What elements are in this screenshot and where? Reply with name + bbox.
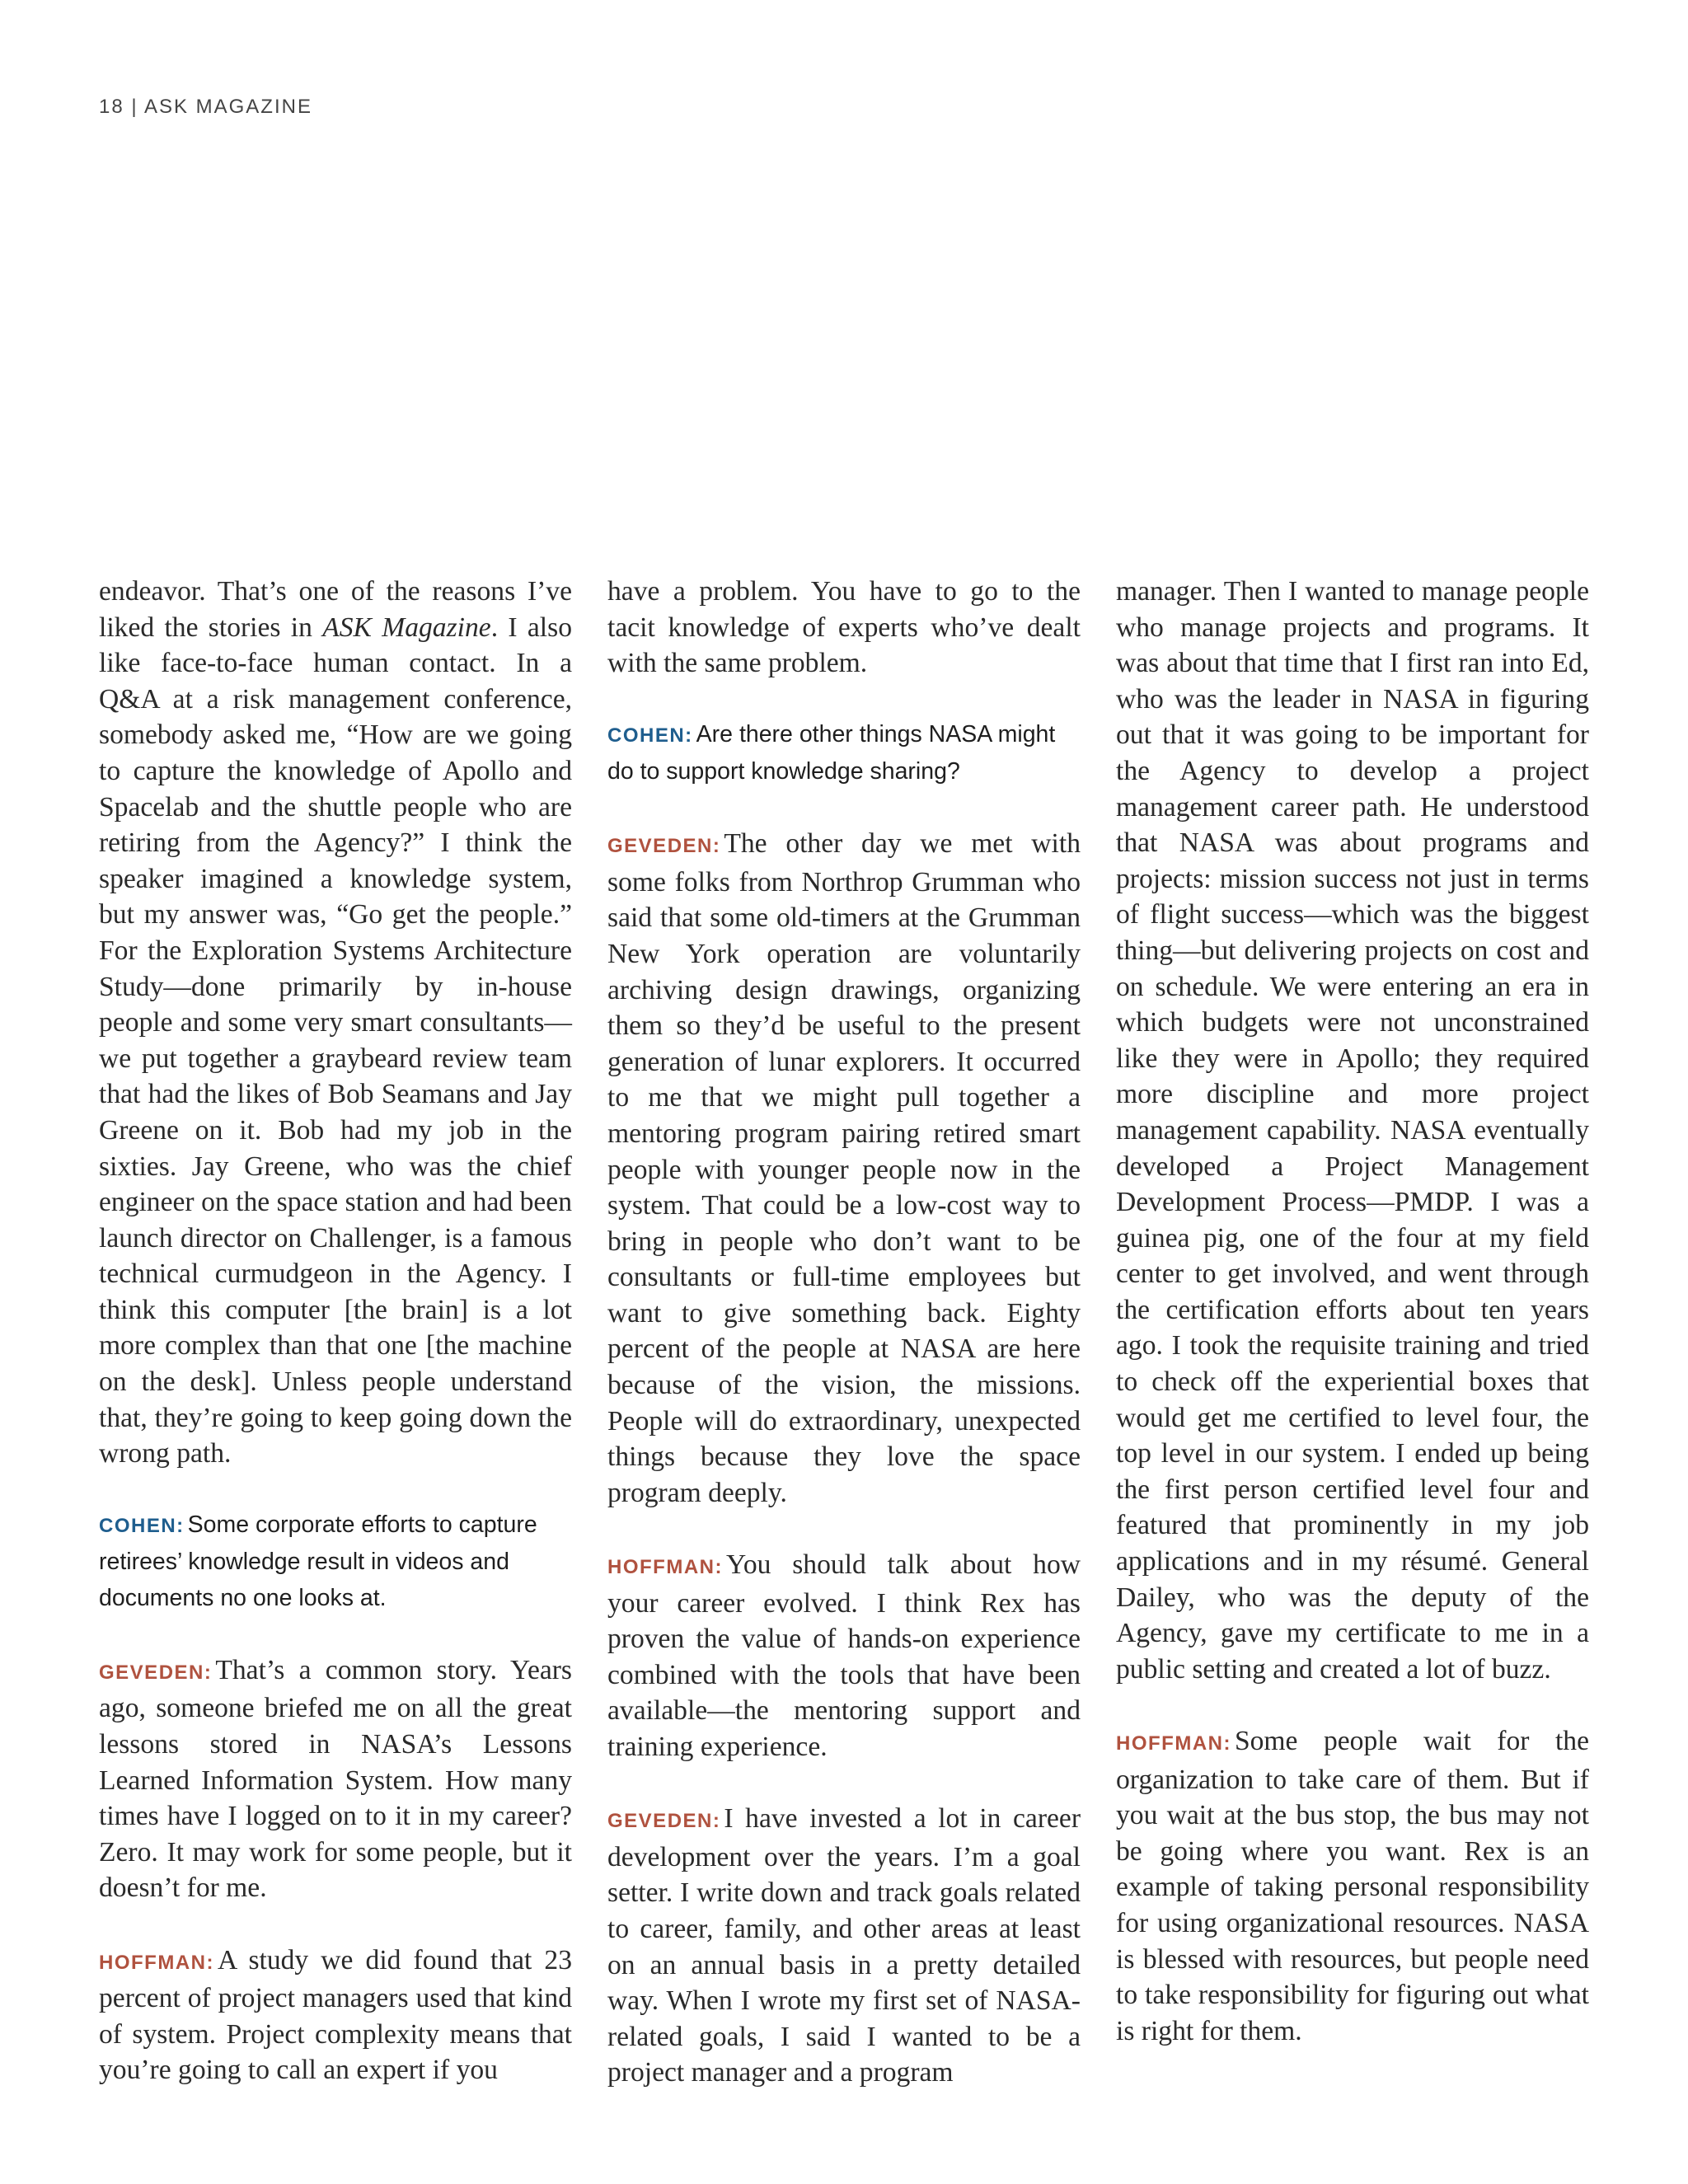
paragraph-geveden-continued xyxy=(1116,574,1589,1687)
paragraph-hoffman-continued xyxy=(607,574,1081,682)
column-1 xyxy=(99,574,572,2091)
paragraph-geveden xyxy=(99,1652,572,1906)
paragraph-text: You should talk about how your career evolved. I think Rex has proven the value of hands-on experience combined with the tools that have been available—the mentoring support and training experience. xyxy=(607,1549,1081,1762)
paragraph-text: have a problem. You have to go to the tacit knowledge of experts who’ve dealt with the same problem. xyxy=(607,576,1081,679)
column-2 xyxy=(607,574,1081,2091)
speaker-label: HOFFMAN: xyxy=(1116,1732,1231,1755)
paragraph-hoffman xyxy=(1116,1723,1589,2049)
paragraph-hoffman xyxy=(99,1943,572,2088)
column-3 xyxy=(1116,574,1589,2091)
interviewer-question xyxy=(99,1507,572,1616)
magazine-title: ASK Magazine xyxy=(322,612,491,643)
paragraph-hoffman xyxy=(607,1547,1081,1765)
speaker-label: GEVEDEN: xyxy=(99,1661,213,1684)
interviewer-question xyxy=(607,717,1081,790)
paragraph-text: . I also like face-to-face human contact. In a Q&A at a risk management conference, somebody asked me, “How are we going to capture the knowledge of Apollo and Spacelab and the shuttle people who are retiring from the Agency?” I think the speaker imagined a knowledge system, but my answer was, “Go get the people.” For the Exploration Systems Architecture Study—done primarily by in-house people and some very smart consultants—we put together a graybeard review team that had the likes of Bob Seamans and Jay Greene on it. Bob had my job in the sixties. Jay Greene, who was the chief engineer on the space station and had been launch director on Challenger, is a famous technical curmudgeon in the Agency. I think this computer [the brain] is a lot more complex than that one [the machine on the desk]. Unless people understand that, they’re going to keep going down the wrong path. xyxy=(99,612,572,1469)
paragraph-text: Some people wait for the organization to take care of them. But if you wait at the bus stop, the bus may not be going where you want. Rex is an example of taking personal responsibility for using organizational resources. NASA is blessed with resources, but people need to take responsibility for figuring out what is right for them. xyxy=(1116,1726,1589,2046)
paragraph-geveden-continued xyxy=(99,574,572,1472)
paragraph-text: The other day we met with some folks from Northrop Grumman who said that some old-timers at the Grumman New York operation are voluntarily archiving design drawings, organizing them so they’d be useful to the present generation of lunar explorers. It occurred to me that we might pull together a mentoring program pairing retired smart people with younger people now in the system. That could be a low-cost way to bring in people who don’t want to be consultants or full-time employees but want to give something back. Eighty percent of the people at NASA are here because of the vision, the missions. People will do extraordinary, unexpected things because they love the space program deeply. xyxy=(607,828,1081,1508)
paragraph-text: I have invested a lot in career development over the years. I’m a goal setter. I write down and track goals related to career, family, and other areas at least on an annual basis in a pretty detailed way. When I wrote my first set of NASA-related goals, I said I wanted to be a project manager and a program xyxy=(607,1803,1081,2088)
speaker-label: COHEN: xyxy=(99,1515,185,1538)
page-folio: 18 | ASK MAGAZINE xyxy=(99,96,312,118)
speaker-label: HOFFMAN: xyxy=(99,1951,214,1974)
paragraph-text: endeavor. That’s one of the reasons I’ve liked the stories in xyxy=(99,576,572,643)
speaker-label: HOFFMAN: xyxy=(607,1556,723,1579)
question-text: Are there other things NASA might do to support knowledge sharing? xyxy=(607,721,1056,785)
article-body xyxy=(99,574,1589,2091)
speaker-label: COHEN: xyxy=(607,724,693,748)
speaker-label: GEVEDEN: xyxy=(607,1810,721,1833)
paragraph-geveden xyxy=(607,1801,1081,2091)
question-text: Some corporate efforts to capture retirees’ knowledge result in videos and documents no one looks at. xyxy=(99,1511,537,1611)
paragraph-text: That’s a common story. Years ago, someone briefed me on all the great lessons stored in NASA’s Lessons Learned Information System. How many times have I logged on to it in my career? Zero. It may work for some people, but it doesn’t for me. xyxy=(99,1654,572,1904)
paragraph-text: manager. Then I wanted to manage people who manage projects and programs. It was about that time that I first ran into Ed, who was the leader in NASA in figuring out that it was going to be important for the Agency to develop a project management career path. He understood that NASA was about programs and projects: mission success not just in terms of flight success—which was the biggest thing—but delivering projects on cost and on schedule. We were entering an era in which budgets were not unconstrained like they were in Apollo; they required more discipline and more project management capability. NASA eventually developed a Project Management Development Process—PMDP. I was a guinea pig, one of the four at my field center to get involved, and went through the certification efforts about ten years ago. I took the requisite training and tried to check off the experiential boxes that would get me certified to level four, the top level in our system. I ended up being the first person certified level four and featured that prominently in my job applications and in my résumé. General Dailey, who was the deputy of the Agency, gave my certificate to me in a public setting and created a lot of buzz. xyxy=(1116,576,1589,1685)
speaker-label: GEVEDEN: xyxy=(607,835,721,858)
paragraph-geveden xyxy=(607,826,1081,1511)
paragraph-text: A study we did found that 23 percent of project managers used that kind of system. Project complexity means that you’re going to call an expert if you xyxy=(99,1944,572,2086)
